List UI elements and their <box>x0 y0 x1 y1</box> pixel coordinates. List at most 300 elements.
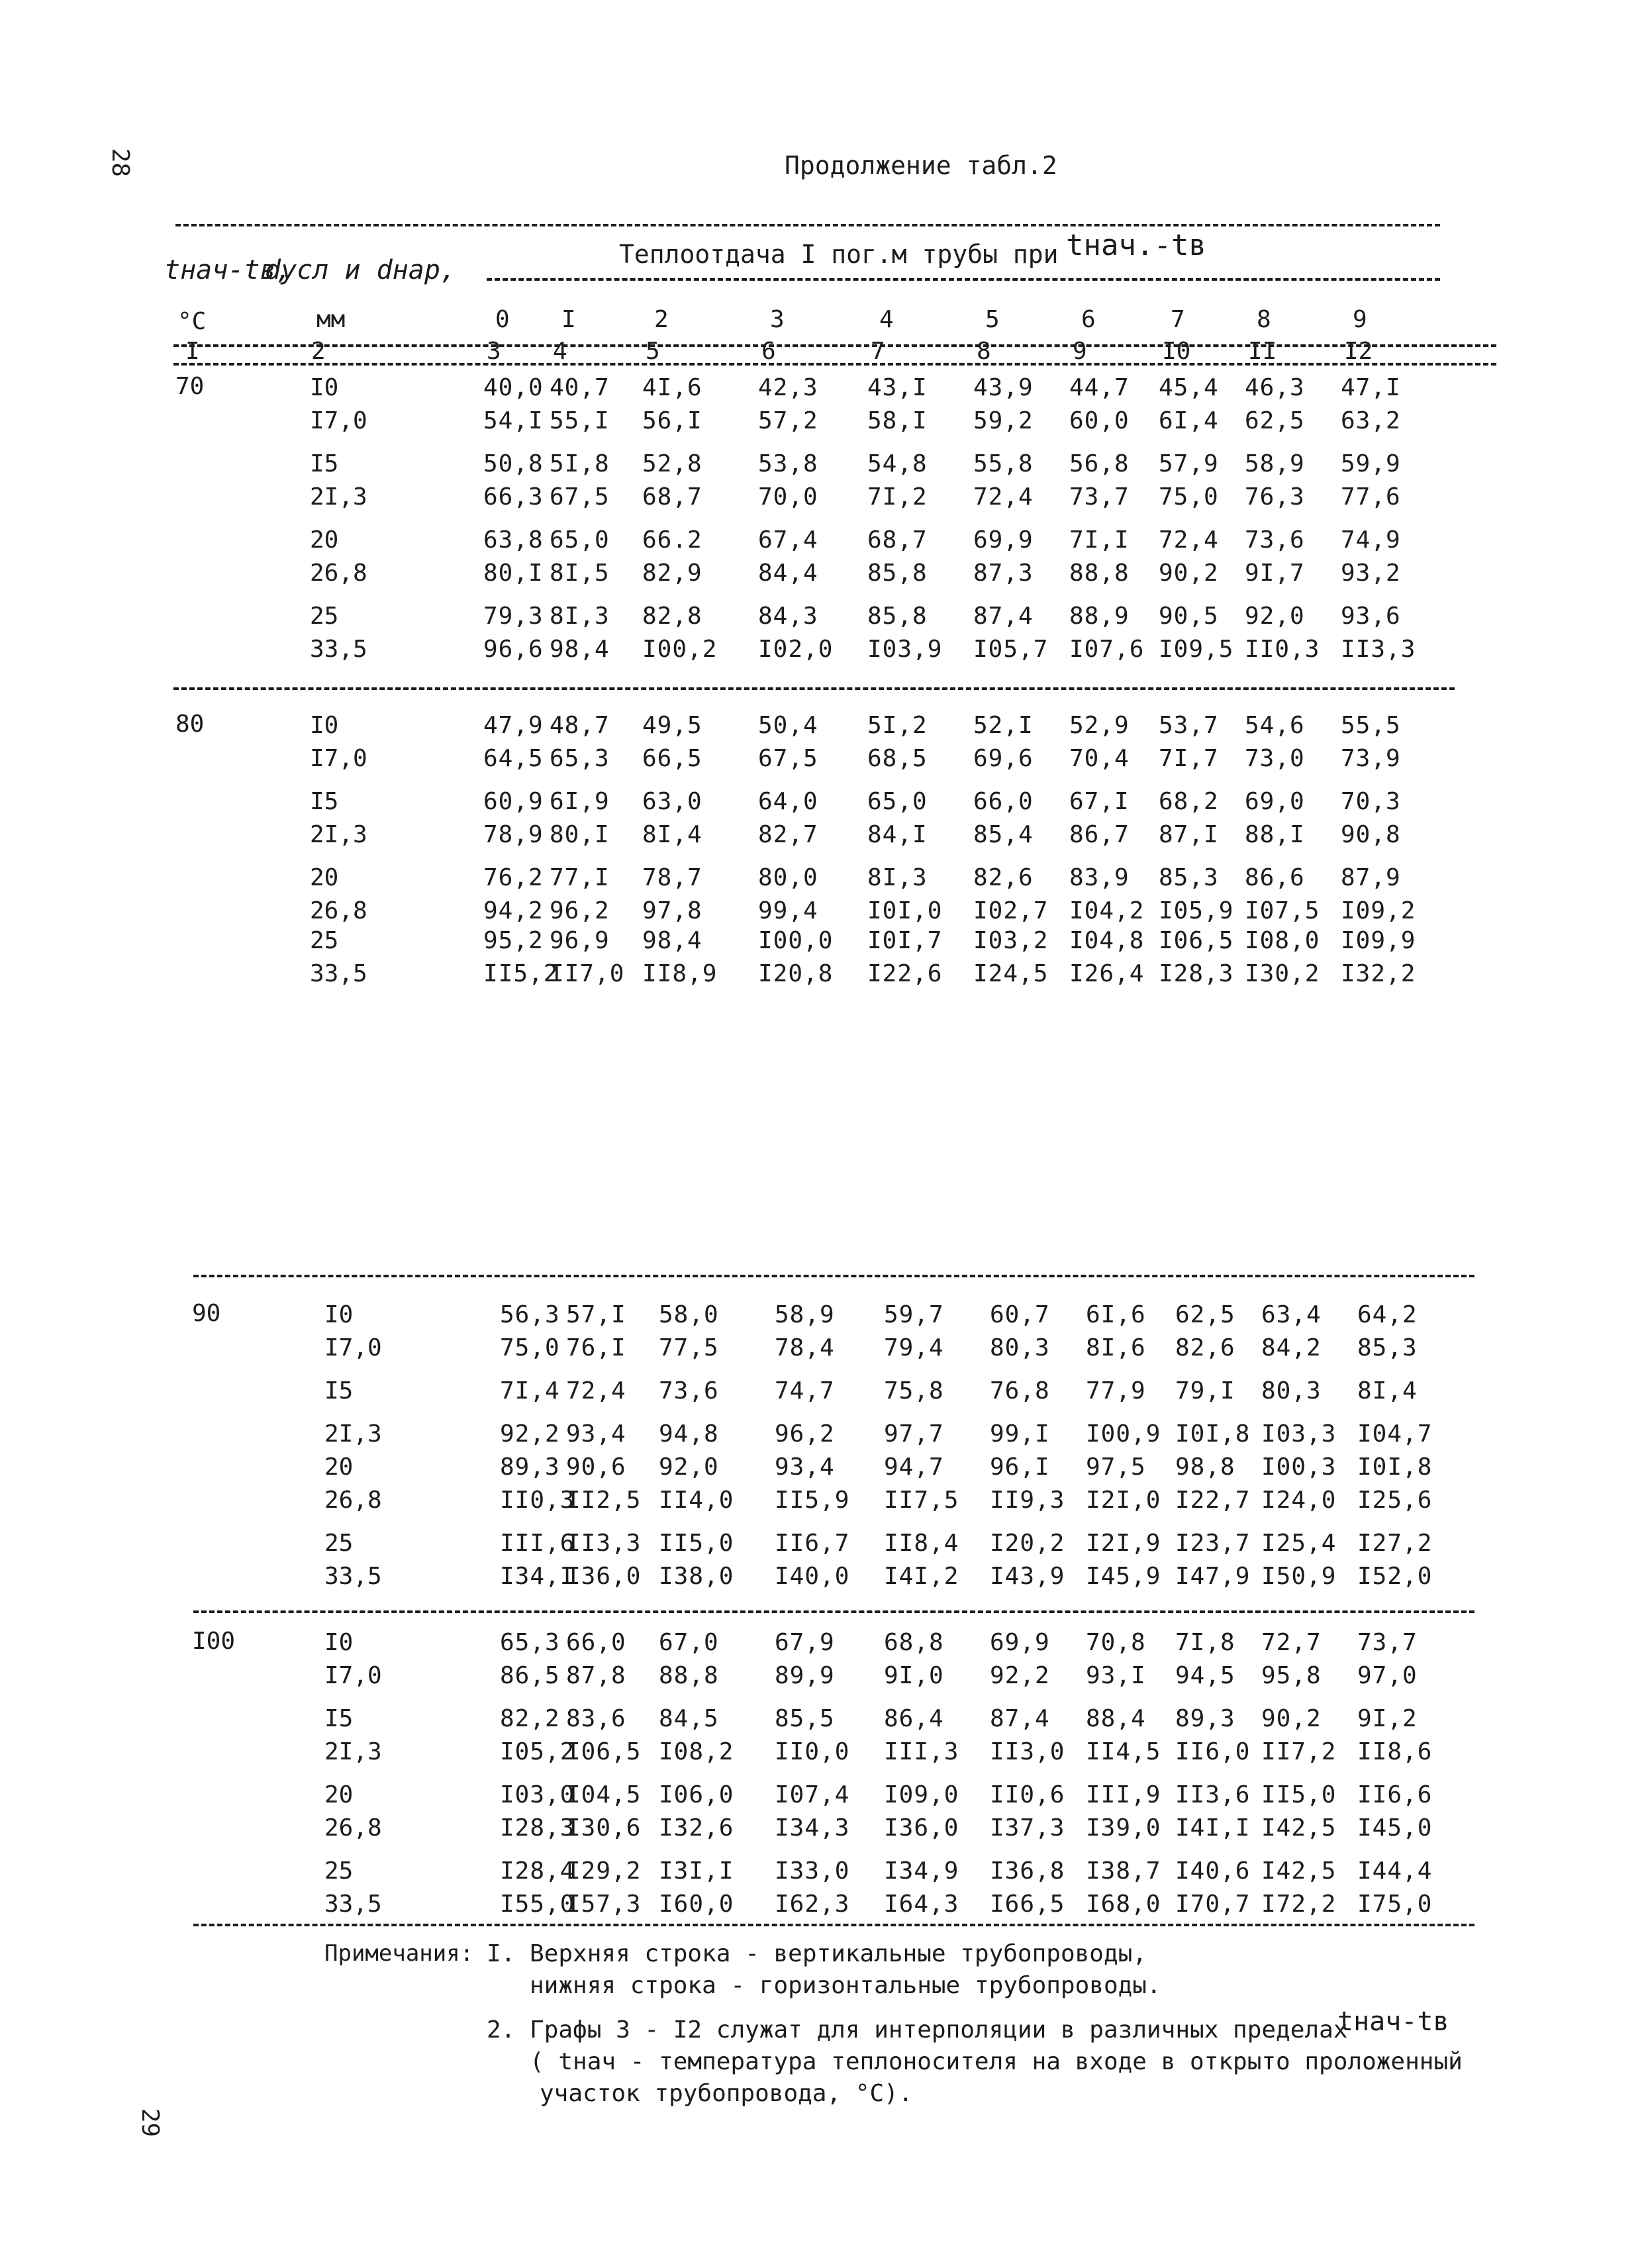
header-digit: 3 <box>770 306 785 333</box>
table-cell: 7I,2 <box>867 483 928 511</box>
row-diameter: I5 <box>310 788 339 815</box>
table-cell: II6,0 <box>1175 1738 1251 1765</box>
header-digit: 9 <box>1353 306 1367 333</box>
table-cell: I09,2 <box>1341 897 1416 924</box>
table-cell: 8I,4 <box>642 821 702 848</box>
table-cell: 92,2 <box>500 1420 560 1448</box>
table-cell: 87,3 <box>973 560 1034 587</box>
table-cell: 87,I <box>1159 821 1219 848</box>
header-digit: 5 <box>985 306 1000 333</box>
table-cell: 6I,4 <box>1159 407 1219 434</box>
column-number: 5 <box>646 338 660 365</box>
table-cell: 90,2 <box>1159 560 1219 587</box>
table-cell: 50,8 <box>483 450 544 477</box>
table-cell: 84,5 <box>659 1705 719 1732</box>
table-cell: I2I,0 <box>1086 1487 1161 1514</box>
column-number: 2 <box>311 338 326 365</box>
table-cell: 80,3 <box>990 1334 1050 1361</box>
table-cell: 62,5 <box>1245 407 1305 434</box>
row-diameter: I5 <box>324 1377 354 1405</box>
table-cell: 66.2 <box>642 526 702 554</box>
table-cell: I00,3 <box>1261 1454 1337 1481</box>
table-cell: I03,0 <box>500 1781 575 1808</box>
table-cell: I28,4 <box>500 1857 575 1885</box>
table-cell: 80,3 <box>1261 1377 1322 1405</box>
table-cell: 82,2 <box>500 1705 560 1732</box>
group-temperature: 70 <box>175 373 205 400</box>
header-col2-unit: мм <box>316 306 346 333</box>
table-cell: II0,3 <box>1245 636 1320 663</box>
table-bottom-rule <box>193 1924 1474 1926</box>
table-cell: 56,I <box>642 407 702 434</box>
table-cell: 67,I <box>1069 788 1130 815</box>
table-cell: 42,3 <box>758 374 818 401</box>
table-cell: II4,5 <box>1086 1738 1161 1765</box>
table-cell: I30,2 <box>1245 960 1320 987</box>
table-cell: I09,0 <box>884 1781 959 1808</box>
table-cell: 68,2 <box>1159 788 1219 815</box>
table-cell: 70,8 <box>1086 1629 1146 1656</box>
table-cell: 72,4 <box>566 1377 626 1405</box>
row-diameter: 26,8 <box>310 897 367 924</box>
column-number: I <box>185 338 200 365</box>
table-cell: II5,0 <box>659 1530 734 1557</box>
table-cell: 74,9 <box>1341 526 1401 554</box>
table-cell: I75,0 <box>1357 1891 1433 1918</box>
table-cell: 93,4 <box>566 1420 626 1448</box>
row-diameter: I7,0 <box>310 745 367 772</box>
table-cell: I04,7 <box>1357 1420 1433 1448</box>
row-diameter: 25 <box>324 1857 354 1885</box>
table-cell: 96,9 <box>550 927 610 954</box>
note-2-var: tнач-tв <box>1337 2006 1449 2037</box>
table-cell: I08,2 <box>659 1738 734 1765</box>
table-cell: 77,9 <box>1086 1377 1146 1405</box>
table-cell: I52,0 <box>1357 1563 1433 1590</box>
table-cell: I36,0 <box>884 1814 959 1842</box>
table-cell: II6,6 <box>1357 1781 1433 1808</box>
table-cell: 63,0 <box>642 788 702 815</box>
table-cell: 96,2 <box>775 1420 835 1448</box>
column-number: 8 <box>977 338 991 365</box>
table-cell: 66,3 <box>483 483 544 511</box>
header-col1-label: tнач-tв, <box>164 255 292 285</box>
table-cell: 78,9 <box>483 821 544 848</box>
table-cell: 84,I <box>867 821 928 848</box>
row-diameter: 20 <box>310 526 339 554</box>
table-cell: 78,4 <box>775 1334 835 1361</box>
row-diameter: 2I,3 <box>324 1738 382 1765</box>
table-cell: 88,8 <box>659 1662 719 1689</box>
table-cell: 86,6 <box>1245 864 1305 891</box>
table-cell: 62,5 <box>1175 1301 1235 1328</box>
row-diameter: I5 <box>310 450 339 477</box>
table-cell: 88,8 <box>1069 560 1130 587</box>
header-digit: 2 <box>654 306 669 333</box>
table-cell: II0,3 <box>500 1487 575 1514</box>
table-cell: 87,8 <box>566 1662 626 1689</box>
table-cell: 92,2 <box>990 1662 1050 1689</box>
table-cell: 43,I <box>867 374 928 401</box>
table-cell: 40,0 <box>483 374 544 401</box>
table-cell: II6,7 <box>775 1530 850 1557</box>
table-cell: I06,0 <box>659 1781 734 1808</box>
table-cell: 65,3 <box>550 745 610 772</box>
row-diameter: 2I,3 <box>324 1420 382 1448</box>
table-cell: I22,6 <box>867 960 943 987</box>
table-cell: II2,5 <box>566 1487 642 1514</box>
table-cell: I44,4 <box>1357 1857 1433 1885</box>
table-cell: 85,3 <box>1357 1334 1418 1361</box>
table-cell: 82,6 <box>1175 1334 1235 1361</box>
table-cell: 58,9 <box>1245 450 1305 477</box>
table-cell: 75,0 <box>1159 483 1219 511</box>
table-cell: III,3 <box>884 1738 959 1765</box>
colnum-rule-bottom <box>173 363 1496 366</box>
note-2-line-1: 2. Графы 3 - I2 служат для интерполяции в различных пределах <box>487 2016 1348 2044</box>
table-cell: I34,I <box>500 1563 575 1590</box>
table-cell: 46,3 <box>1245 374 1305 401</box>
table-cell: II3,0 <box>990 1738 1065 1765</box>
table-cell: I05,7 <box>973 636 1049 663</box>
table-cell: I23,7 <box>1175 1530 1251 1557</box>
row-diameter: 25 <box>324 1530 354 1557</box>
table-cell: I02,0 <box>758 636 834 663</box>
table-cell: 78,7 <box>642 864 702 891</box>
table-cell: I0I,8 <box>1175 1420 1251 1448</box>
group-temperature: I00 <box>192 1628 236 1655</box>
table-cell: 86,5 <box>500 1662 560 1689</box>
table-cell: II0,6 <box>990 1781 1065 1808</box>
table-cell: 70,4 <box>1069 745 1130 772</box>
table-cell: 85,4 <box>973 821 1034 848</box>
table-cell: 75,8 <box>884 1377 944 1405</box>
row-diameter: 20 <box>310 864 339 891</box>
row-diameter: I5 <box>324 1705 354 1732</box>
table-cell: 79,I <box>1175 1377 1235 1405</box>
column-number: 7 <box>871 338 885 365</box>
table-cell: I64,3 <box>884 1891 959 1918</box>
table-cell: 74,7 <box>775 1377 835 1405</box>
table-cell: 7I,I <box>1069 526 1130 554</box>
column-number: II <box>1248 338 1277 365</box>
table-cell: 77,6 <box>1341 483 1401 511</box>
table-cell: 8I,5 <box>550 560 610 587</box>
table-cell: 67,9 <box>775 1629 835 1656</box>
table-cell: 97,0 <box>1357 1662 1418 1689</box>
table-cell: 86,4 <box>884 1705 944 1732</box>
table-cell: I55,0 <box>500 1891 575 1918</box>
table-cell: 70,0 <box>758 483 818 511</box>
table-cell: 82,9 <box>642 560 702 587</box>
table-cell: 85,5 <box>775 1705 835 1732</box>
table-cell: I07,5 <box>1245 897 1320 924</box>
table-cell: 60,0 <box>1069 407 1130 434</box>
table-cell: 55,I <box>550 407 610 434</box>
table-cell: 73,0 <box>1245 745 1305 772</box>
row-diameter: 2I,3 <box>310 821 367 848</box>
table-cell: 99,I <box>990 1420 1050 1448</box>
table-cell: I37,3 <box>990 1814 1065 1842</box>
table-cell: I45,9 <box>1086 1563 1161 1590</box>
row-diameter: 26,8 <box>324 1487 382 1514</box>
table-cell: 60,9 <box>483 788 544 815</box>
table-cell: I4I,2 <box>884 1563 959 1590</box>
table-cell: 72,7 <box>1261 1629 1322 1656</box>
table-cell: I0I,0 <box>867 897 943 924</box>
table-cell: I68,0 <box>1086 1891 1161 1918</box>
table-cell: 96,6 <box>483 636 544 663</box>
table-cell: 87,4 <box>990 1705 1050 1732</box>
table-cell: 55,8 <box>973 450 1034 477</box>
table-cell: 96,I <box>990 1454 1050 1481</box>
table-cell: 69,6 <box>973 745 1034 772</box>
table-cell: 65,3 <box>500 1629 560 1656</box>
table-cell: I4I,I <box>1175 1814 1251 1842</box>
table-cell: II8,9 <box>642 960 718 987</box>
table-cell: I07,4 <box>775 1781 850 1808</box>
table-cell: I36,0 <box>566 1563 642 1590</box>
table-cell: I2I,9 <box>1086 1530 1161 1557</box>
table-cell: 64,5 <box>483 745 544 772</box>
table-cell: I66,5 <box>990 1891 1065 1918</box>
row-diameter: I0 <box>324 1629 354 1656</box>
table-cell: 80,0 <box>758 864 818 891</box>
table-cell: 7I,7 <box>1159 745 1219 772</box>
row-diameter: 20 <box>324 1454 354 1481</box>
table-cell: 92,0 <box>1245 603 1305 630</box>
table-cell: II3,6 <box>1175 1781 1251 1808</box>
table-cell: 96,2 <box>550 897 610 924</box>
column-number: I2 <box>1344 338 1373 365</box>
table-cell: 64,0 <box>758 788 818 815</box>
table-cell: 67,4 <box>758 526 818 554</box>
table-cell: I28,3 <box>1159 960 1234 987</box>
table-cell: I40,0 <box>775 1563 850 1590</box>
table-cell: 90,5 <box>1159 603 1219 630</box>
note-2-line-3: участок трубопровода, °С). <box>540 2080 913 2107</box>
table-cell: 93,I <box>1086 1662 1146 1689</box>
table-cell: 93,6 <box>1341 603 1401 630</box>
table-cell: 57,I <box>566 1301 626 1328</box>
table-cell: I70,7 <box>1175 1891 1251 1918</box>
table-cell: II8,4 <box>884 1530 959 1557</box>
header-top-rule <box>175 224 1440 226</box>
table-cell: II8,6 <box>1357 1738 1433 1765</box>
table-cell: I47,9 <box>1175 1563 1251 1590</box>
table-cell: I00,0 <box>758 927 834 954</box>
row-diameter: 25 <box>310 603 339 630</box>
table-cell: I09,5 <box>1159 636 1234 663</box>
colnum-rule-top <box>173 344 1496 347</box>
row-diameter: 33,5 <box>310 960 367 987</box>
table-cell: I0I,8 <box>1357 1454 1433 1481</box>
table-cell: I33,0 <box>775 1857 850 1885</box>
table-cell: 55,5 <box>1341 712 1401 739</box>
table-cell: I40,6 <box>1175 1857 1251 1885</box>
table-cell: I04,8 <box>1069 927 1145 954</box>
table-cell: 76,2 <box>483 864 544 891</box>
table-cell: 9I,2 <box>1357 1705 1418 1732</box>
table-cell: 63,8 <box>483 526 544 554</box>
header-col2-label: dусл и dнар, <box>265 255 456 285</box>
table-cell: I29,2 <box>566 1857 642 1885</box>
table-cell: I00,9 <box>1086 1420 1161 1448</box>
table-cell: 95,8 <box>1261 1662 1322 1689</box>
table-cell: I02,7 <box>973 897 1049 924</box>
table-cell: 58,0 <box>659 1301 719 1328</box>
page-number-bottom: 29 <box>136 2108 164 2138</box>
table-cell: 84,3 <box>758 603 818 630</box>
group-separator-70-80 <box>173 687 1455 690</box>
table-cell: 76,3 <box>1245 483 1305 511</box>
table-cell: 90,8 <box>1341 821 1401 848</box>
column-number: 4 <box>553 338 567 365</box>
table-cell: 98,8 <box>1175 1454 1235 1481</box>
table-cell: 8I,3 <box>550 603 610 630</box>
table-cell: I39,0 <box>1086 1814 1161 1842</box>
table-cell: 88,I <box>1245 821 1305 848</box>
table-cell: I3I,I <box>659 1857 734 1885</box>
table-cell: I07,6 <box>1069 636 1145 663</box>
table-cell: 59,9 <box>1341 450 1401 477</box>
table-cell: I00,2 <box>642 636 718 663</box>
row-diameter: I7,0 <box>310 407 367 434</box>
table-cell: 87,9 <box>1341 864 1401 891</box>
table-cell: 9I,7 <box>1245 560 1305 587</box>
table-cell: 73,7 <box>1069 483 1130 511</box>
header-digit: 4 <box>879 306 894 333</box>
column-number: 9 <box>1073 338 1087 365</box>
table-cell: 85,8 <box>867 603 928 630</box>
table-cell: 73,9 <box>1341 745 1401 772</box>
table-cell: I45,0 <box>1357 1814 1433 1842</box>
table-cell: 90,2 <box>1261 1705 1322 1732</box>
table-cell: 68,8 <box>884 1629 944 1656</box>
group-separator-90-100 <box>193 1610 1474 1613</box>
table-cell: 56,3 <box>500 1301 560 1328</box>
table-cell: 69,0 <box>1245 788 1305 815</box>
table-cell: 6I,6 <box>1086 1301 1146 1328</box>
table-cell: 82,7 <box>758 821 818 848</box>
table-cell: 83,6 <box>566 1705 626 1732</box>
header-digit: 6 <box>1081 306 1096 333</box>
table-cell: 84,2 <box>1261 1334 1322 1361</box>
table-cell: 8I,3 <box>867 864 928 891</box>
table-cell: 67,5 <box>758 745 818 772</box>
table-cell: 9I,0 <box>884 1662 944 1689</box>
row-diameter: 26,8 <box>324 1814 382 1842</box>
table-cell: 53,7 <box>1159 712 1219 739</box>
table-cell: 45,4 <box>1159 374 1219 401</box>
table-cell: 97,7 <box>884 1420 944 1448</box>
row-diameter: 33,5 <box>310 636 367 663</box>
group-temperature: 90 <box>192 1300 221 1327</box>
header-span-label: Теплоотдача I пог.м трубы при <box>619 240 1059 269</box>
table-cell: 85,3 <box>1159 864 1219 891</box>
table-cell: I05,9 <box>1159 897 1234 924</box>
table-cell: 66,0 <box>973 788 1034 815</box>
section-top-rule <box>193 1275 1474 1277</box>
table-cell: 57,2 <box>758 407 818 434</box>
table-cell: II7,5 <box>884 1487 959 1514</box>
table-cell: II3,3 <box>1341 636 1416 663</box>
table-cell: 84,4 <box>758 560 818 587</box>
table-cell: 82,6 <box>973 864 1034 891</box>
row-diameter: I0 <box>310 374 339 401</box>
table-cell: 68,7 <box>642 483 702 511</box>
table-cell: 87,4 <box>973 603 1034 630</box>
table-cell: 63,2 <box>1341 407 1401 434</box>
header-digit: 7 <box>1171 306 1185 333</box>
header-digit: 8 <box>1257 306 1271 333</box>
header-digit: 0 <box>495 306 510 333</box>
page-number-top: 28 <box>107 148 134 177</box>
table-cell: I20,2 <box>990 1530 1065 1557</box>
table-cell: 65,0 <box>550 526 610 554</box>
table-cell: I43,9 <box>990 1563 1065 1590</box>
table-cell: 95,2 <box>483 927 544 954</box>
header-span-var: tнач.-tв <box>1066 228 1206 262</box>
table-cell: 68,7 <box>867 526 928 554</box>
table-cell: 80,I <box>550 821 610 848</box>
table-cell: II7,0 <box>550 960 625 987</box>
row-diameter: 33,5 <box>324 1891 382 1918</box>
table-cell: I42,5 <box>1261 1814 1337 1842</box>
table-cell: 97,8 <box>642 897 702 924</box>
table-cell: II4,0 <box>659 1487 734 1514</box>
table-cell: I03,3 <box>1261 1420 1337 1448</box>
table-cell: I72,2 <box>1261 1891 1337 1918</box>
table-cell: I50,9 <box>1261 1563 1337 1590</box>
table-cell: 47,I <box>1341 374 1401 401</box>
table-cell: 58,I <box>867 407 928 434</box>
table-cell: 94,8 <box>659 1420 719 1448</box>
column-number: 6 <box>761 338 776 365</box>
table-cell: I25,6 <box>1357 1487 1433 1514</box>
table-cell: 68,5 <box>867 745 928 772</box>
header-inner-rule <box>487 278 1440 281</box>
table-cell: 66,5 <box>642 745 702 772</box>
table-cell: 69,9 <box>973 526 1034 554</box>
table-cell: 70,3 <box>1341 788 1401 815</box>
table-cell: 52,I <box>973 712 1034 739</box>
note-1-line-2: нижняя строка - горизонтальные трубопроводы. <box>530 1972 1161 1999</box>
table-cell: I09,9 <box>1341 927 1416 954</box>
table-cell: I03,9 <box>867 636 943 663</box>
table-cell: 86,7 <box>1069 821 1130 848</box>
table-cell: I08,0 <box>1245 927 1320 954</box>
table-cell: 88,9 <box>1069 603 1130 630</box>
table-cell: I04,5 <box>566 1781 642 1808</box>
table-cell: 98,4 <box>642 927 702 954</box>
table-cell: III,6 <box>500 1530 575 1557</box>
table-cell: 52,8 <box>642 450 702 477</box>
table-cell: 97,5 <box>1086 1454 1146 1481</box>
table-cell: 64,2 <box>1357 1301 1418 1328</box>
table-cell: 73,7 <box>1357 1629 1418 1656</box>
table-cell: 50,4 <box>758 712 818 739</box>
table-cell: I24,0 <box>1261 1487 1337 1514</box>
table-cell: 72,4 <box>973 483 1034 511</box>
table-cell: 89,3 <box>500 1454 560 1481</box>
table-cell: 66,0 <box>566 1629 626 1656</box>
table-cell: I03,2 <box>973 927 1049 954</box>
table-cell: 54,8 <box>867 450 928 477</box>
table-cell: 77,5 <box>659 1334 719 1361</box>
table-cell: 47,9 <box>483 712 544 739</box>
table-cell: I25,4 <box>1261 1530 1337 1557</box>
